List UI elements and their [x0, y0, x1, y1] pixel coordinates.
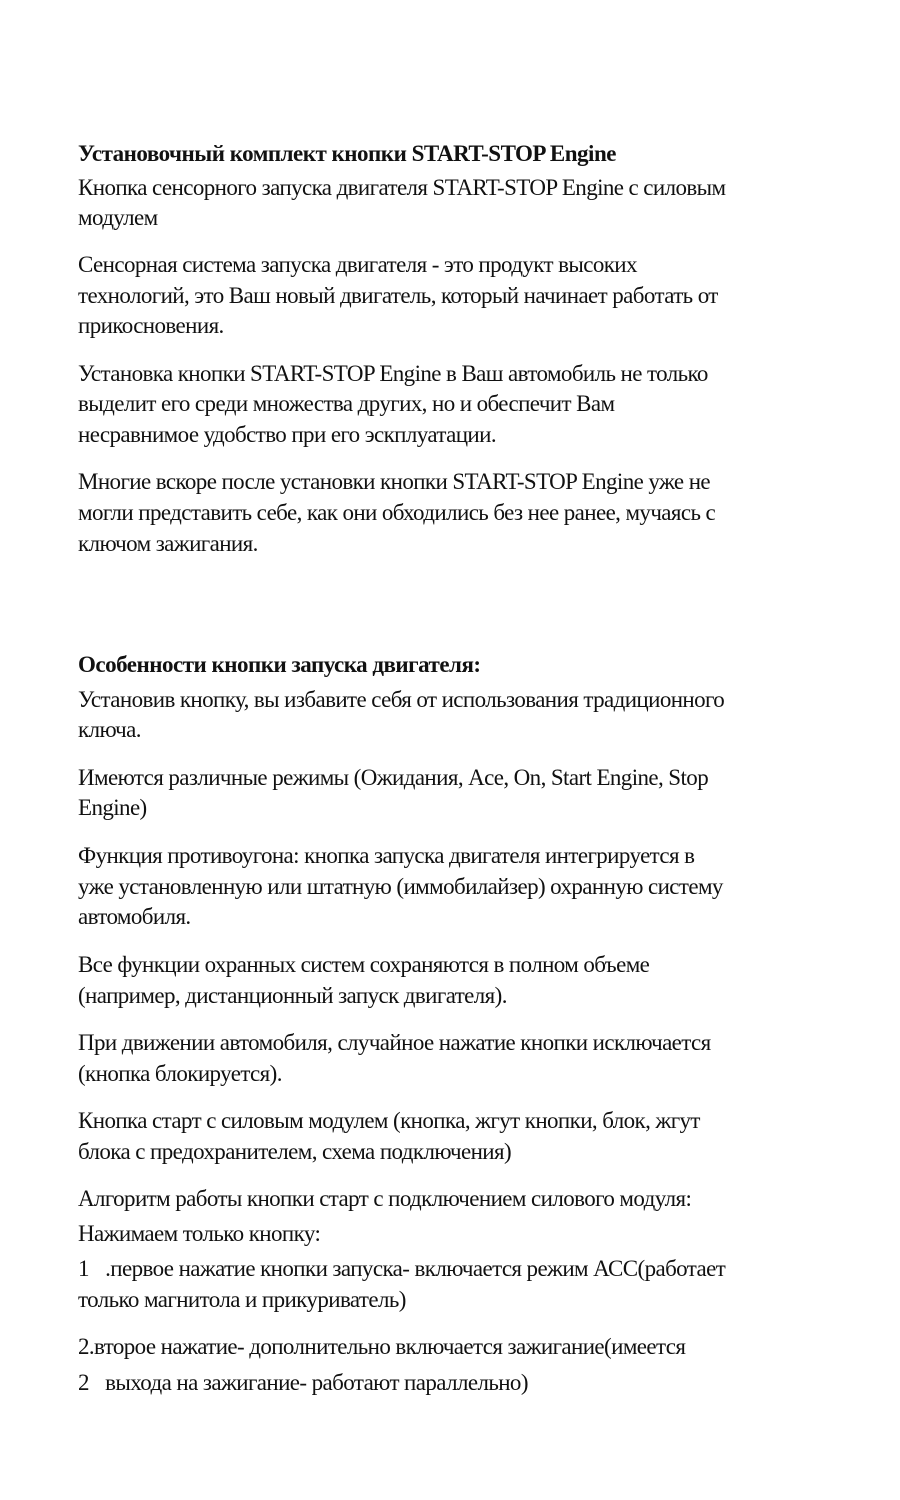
paragraph-line: технологий, это Ваш новый двигатель, который начинает работать от: [78, 283, 718, 308]
paragraph-line: несравнимое удобство при его эскплуатации.: [78, 422, 496, 447]
paragraph-line: модулем: [78, 205, 158, 230]
paragraph-line: Многие вскоре после установки кнопки START-STOP Engine уже не: [78, 469, 711, 494]
paragraph-line: Установив кнопку, вы избавите себя от использования традиционного: [78, 687, 725, 712]
paragraph-line: выделит его среди множества других, но и обеспечит Вам: [78, 391, 615, 416]
section-heading-install-kit: Установочный комплект кнопки START-STOP Engine: [78, 141, 616, 166]
paragraph-line: Имеются различные режимы (Ожидания, Ace, On, Start Engine, Stop: [78, 765, 709, 790]
paragraph-line: Функция противоугона: кнопка запуска двигателя интегрируется в: [78, 843, 695, 868]
paragraph-line: Все функции охранных систем сохраняются в полном объеме: [78, 952, 650, 977]
paragraph-line: уже установленную или штатную (иммобилайзер) охранную систему: [78, 874, 723, 899]
list-number: 2: [78, 1370, 89, 1395]
numbered-item-2: [78, 1368, 528, 1398]
paragraph-line: 2.второе нажатие- дополнительно включается зажигание(имеется: [78, 1334, 686, 1359]
section-heading-features: Особенности кнопки запуска двигателя:: [78, 652, 481, 677]
paragraph-line: Алгоритм работы кнопки старт с подключением силового модуля:: [78, 1186, 692, 1211]
paragraph-line: (например, дистанционный запуск двигателя).: [78, 983, 507, 1008]
paragraph-line: только магнитола и прикуриватель): [78, 1287, 406, 1312]
list-number: 1: [78, 1256, 89, 1281]
numbered-item-1: [78, 1254, 725, 1284]
paragraph-line: При движении автомобиля, случайное нажатие кнопки исключается: [78, 1030, 711, 1055]
paragraph-line: Кнопка старт с силовым модулем (кнопка, жгут кнопки, блок, жгут: [78, 1108, 700, 1133]
paragraph-line: Кнопка сенсорного запуска двигателя START-STOP Engine с силовым: [78, 175, 726, 200]
list-item-text: .первое нажатие кнопки запуска- включается режим АСС(работает: [105, 1256, 726, 1281]
paragraph-line: ключа.: [78, 717, 141, 742]
paragraph-line: Нажимаем только кнопку:: [78, 1221, 321, 1246]
paragraph-line: Сенсорная система запуска двигателя - это продукт высоких: [78, 252, 637, 277]
paragraph-line: прикосновения.: [78, 313, 224, 338]
paragraph-line: Engine): [78, 795, 147, 820]
paragraph-line: блока с предохранителем, схема подключения): [78, 1139, 512, 1164]
paragraph-line: Установка кнопки START-STOP Engine в Ваш автомобиль не только: [78, 361, 708, 386]
paragraph-line: ключом зажигания.: [78, 531, 258, 556]
paragraph-line: (кнопка блокируется).: [78, 1061, 282, 1086]
paragraph-line: могли представить себе, как они обходились без нее ранее, мучаясь с: [78, 500, 716, 525]
list-item-text: выхода на зажигание- работают параллельно): [105, 1370, 528, 1395]
paragraph-line: автомобиля.: [78, 904, 191, 929]
